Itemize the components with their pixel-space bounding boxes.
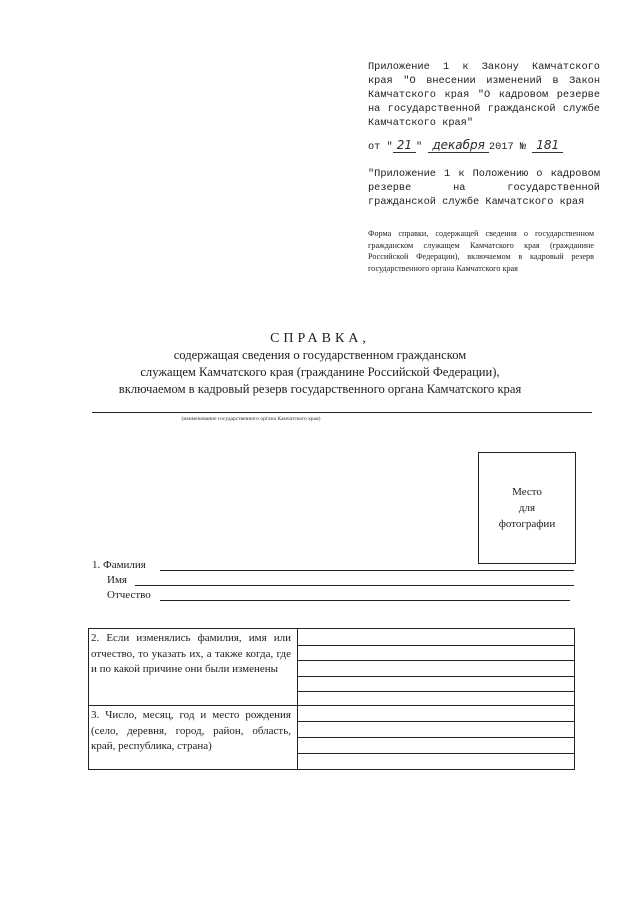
form-description: Форма справки, содержащей сведения о государственном гражданском служащем Камчатского края (гражданине Российской Федерации), включаемом в кадровый резерв государственного органа Камчатского края xyxy=(368,229,594,273)
date-day: 21 xyxy=(393,138,416,153)
annex-reference: Приложение 1 к Закону Камчатского края "О внесении изменений в Закон Камчатского края "О кадровом резерве на государственной гражданской службе Камчатского края" xyxy=(368,61,600,129)
name-field[interactable] xyxy=(135,585,574,586)
photo-placeholder-text xyxy=(499,484,555,532)
row-2-answer-line[interactable] xyxy=(298,660,575,661)
date-number-label: № xyxy=(519,141,526,153)
surname-label: 1. Фамилия xyxy=(92,559,146,571)
title-line-2: служащем Камчатского края (гражданине Российской Федерации), xyxy=(140,365,500,379)
date-prefix: от " xyxy=(368,141,393,153)
photo-text-line-3: фотографии xyxy=(498,518,556,530)
date-year: 2017 xyxy=(488,141,514,153)
row-3-answer-line[interactable] xyxy=(298,721,575,722)
name-label: Имя xyxy=(107,574,127,586)
title-main: СПРАВКА, xyxy=(270,331,370,346)
photo-text-line-2: для xyxy=(518,502,536,514)
date-month: декабря xyxy=(428,138,489,153)
date-mid: " xyxy=(416,141,423,153)
table-row-divider xyxy=(88,705,575,706)
date-number: 181 xyxy=(532,138,563,153)
table-row-2-label: 2. Если изменялись фамилия, имя или отчество, то указать их, а также когда, где и по какой причине они были изменены xyxy=(91,632,291,675)
row-2-answer-line[interactable] xyxy=(298,676,575,677)
row-3-answer-line[interactable] xyxy=(298,737,575,738)
table-row-3-label: 3. Число, месяц, год и место рождения (село, деревня, город, район, область, край, республика, страна) xyxy=(91,709,291,752)
table-column-divider xyxy=(297,628,298,770)
photo-box xyxy=(478,452,576,564)
annex-date-line xyxy=(368,138,608,154)
row-2-answer-line[interactable] xyxy=(298,691,575,692)
photo-text-line-1: Место xyxy=(512,486,542,498)
title-line-1: содержащая сведения о государственном гражданском xyxy=(173,348,467,362)
row-3-answer-line[interactable] xyxy=(298,753,575,754)
organ-name-line[interactable] xyxy=(92,412,592,413)
document-title xyxy=(60,330,580,398)
annex-to-regulation: "Приложение 1 к Положению о кадровом резерве на государственной гражданской службе Камчатского края xyxy=(368,168,600,208)
surname-field[interactable] xyxy=(160,570,574,571)
title-line-3: включаемом в кадровый резерв государственного органа Камчатского края xyxy=(118,382,522,396)
patronymic-label: Отчество xyxy=(107,589,151,601)
row-2-answer-line[interactable] xyxy=(298,645,575,646)
patronymic-field[interactable] xyxy=(160,600,570,601)
organ-name-caption: (наименование государственного органа Камчатского края) xyxy=(181,416,321,422)
